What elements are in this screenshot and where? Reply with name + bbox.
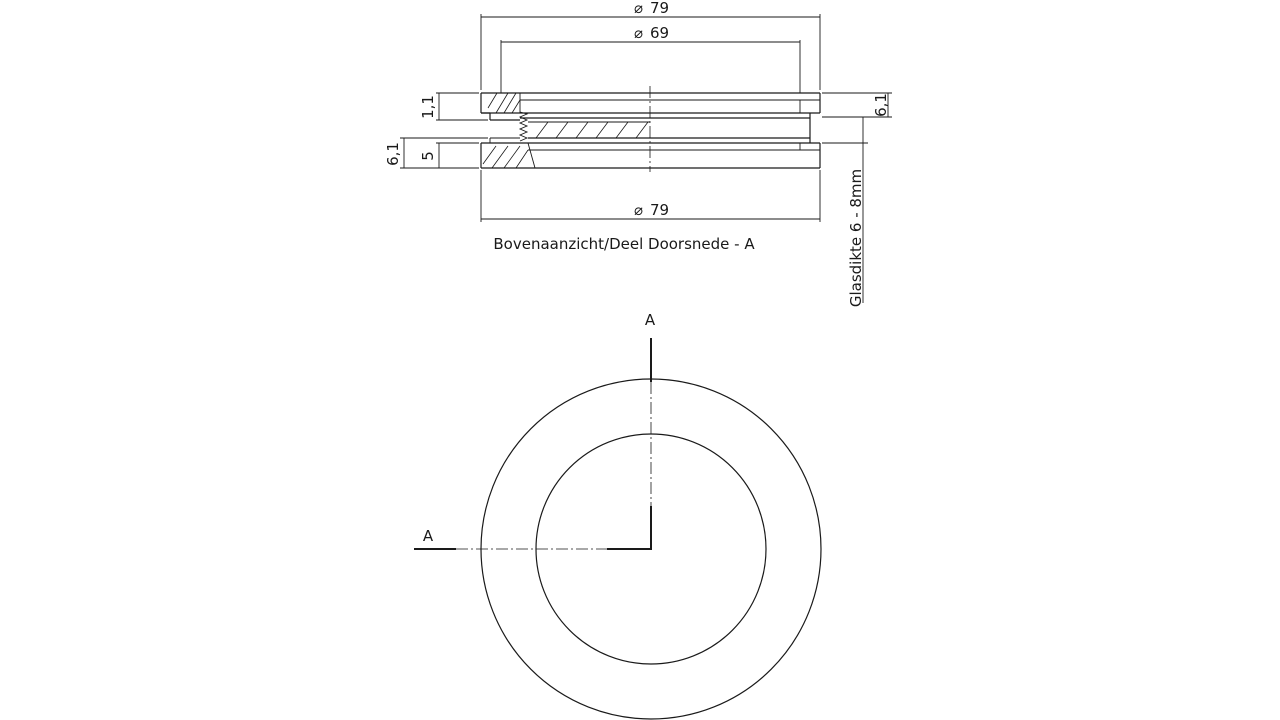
section-caption: Bovenaanzicht/Deel Doorsnede - A (493, 235, 755, 253)
dim-outer-bottom-symbol: ⌀ (634, 201, 644, 219)
section-cut-corner (607, 506, 651, 549)
dim-left-3-value: 6,1 (384, 142, 402, 166)
dim-outer-bottom-value: 79 (650, 201, 670, 219)
dim-left-stack (400, 93, 488, 168)
section-label-top: A (644, 311, 656, 329)
dim-outer-top-symbol: ⌀ (634, 0, 644, 17)
dim-height-right-value: 6,1 (872, 93, 890, 117)
dim-left-2-value: 5 (419, 151, 437, 161)
top-view (414, 311, 821, 719)
section-view (384, 0, 892, 307)
dim-inner-symbol: ⌀ (634, 24, 644, 42)
dim-outer-top-value: 79 (650, 0, 670, 17)
section-outline (481, 93, 820, 168)
glass-thickness-label: Glasdikte 6 - 8mm (847, 168, 865, 308)
thread-profile (520, 112, 527, 141)
hatching-sleeve (536, 122, 648, 138)
dim-inner-diameter (501, 40, 800, 93)
dim-left-1-value: 1,1 (419, 95, 437, 119)
hatching-bottom-left (483, 146, 528, 168)
dim-inner-value: 69 (650, 24, 670, 42)
section-label-left: A (422, 527, 434, 545)
hatching-top-left (488, 93, 520, 113)
